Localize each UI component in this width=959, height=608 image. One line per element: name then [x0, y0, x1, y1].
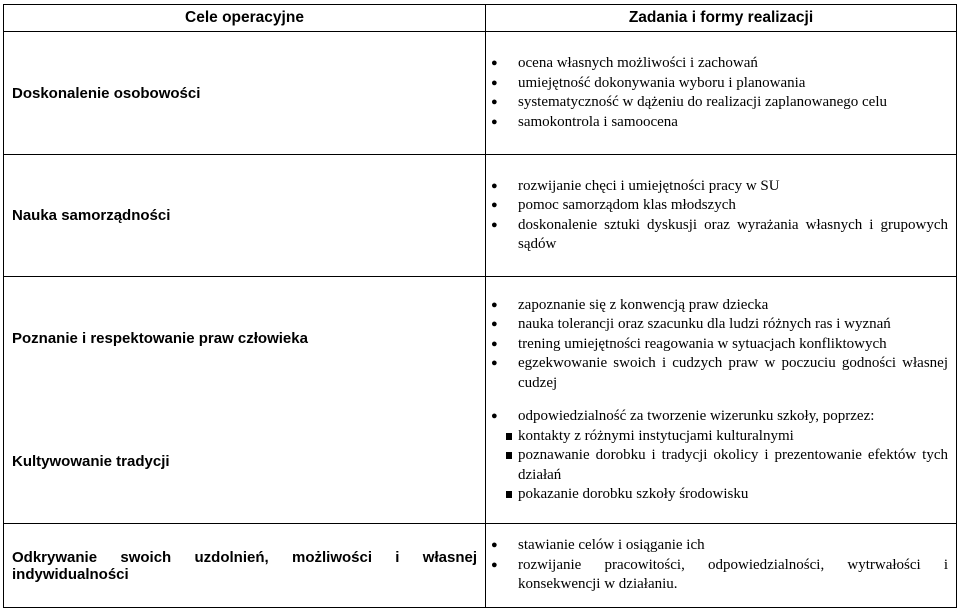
list-item: ● egzekwowanie swoich i cudzych praw w poczuciu godności własnej cudzej: [498, 354, 948, 393]
goal-label: Poznanie i respektowanie praw człowieka: [12, 330, 308, 347]
list-item: ● trening umiejętności reagowania w sytuacjach konfliktowych: [498, 335, 948, 355]
sub-list-item: poznawanie dorobku i tradycji okolicy i prezentowanie efektów tych działań: [506, 446, 948, 485]
list-item: ● umiejętność dokonywania wyboru i planowania: [498, 74, 948, 94]
header-tasks: Zadania i formy realizacji: [486, 5, 957, 32]
sub-list-item: kontakty z różnymi instytucjami kulturalnymi: [506, 427, 948, 447]
list-item: ● rozwijanie chęci i umiejętności pracy w SU: [498, 177, 948, 197]
list-item: ● zapoznanie się z konwencją praw dziecka: [498, 296, 948, 316]
goal-cell: [4, 277, 486, 524]
table-row: [4, 277, 957, 524]
tasks-cell: [486, 32, 957, 155]
list-item: ● samokontrola i samoocena: [498, 113, 948, 133]
list-item: ● ocena własnych możliwości i zachowań: [498, 54, 948, 74]
header-goals: Cele operacyjne: [4, 5, 486, 32]
task-list: [498, 536, 948, 595]
goal-label: Kultywowanie tradycji: [12, 453, 170, 470]
sub-list-item: pokazanie dorobku szkoły środowisku: [506, 485, 948, 505]
list-item: ● doskonalenie sztuki dyskusji oraz wyrażania własnych i grupowych sądów: [498, 216, 948, 255]
sub-list: [498, 427, 948, 505]
task-list: [498, 54, 948, 132]
table-header: [4, 5, 957, 32]
list-item: ● rozwijanie pracowitości, odpowiedzialności, wytrwałości i konsekwencji w działaniu.: [498, 556, 948, 595]
goal-cell: Doskonalenie osobowości: [4, 32, 486, 155]
tasks-cell: [486, 277, 957, 524]
goal-cell: Odkrywanie swoich uzdolnień, możliwości i własnej indywidualności: [4, 524, 486, 608]
goals-table: [3, 4, 957, 608]
task-list: [498, 296, 948, 394]
table-row: [4, 524, 957, 608]
goal-cell: Nauka samorządności: [4, 155, 486, 277]
table-row: [4, 155, 957, 277]
list-item: ● systematyczność w dążeniu do realizacji zaplanowanego celu: [498, 93, 948, 113]
table-row: [4, 32, 957, 155]
tasks-cell: [486, 155, 957, 277]
list-item: ● nauka tolerancji oraz szacunku dla ludzi różnych ras i wyznań: [498, 315, 948, 335]
list-item: ● pomoc samorządom klas młodszych: [498, 196, 948, 216]
task-list: [498, 407, 948, 427]
list-item: ● odpowiedzialność za tworzenie wizerunku szkoły, poprzez:: [498, 407, 948, 427]
list-item: ● stawianie celów i osiąganie ich: [498, 536, 948, 556]
tasks-cell: [486, 524, 957, 608]
task-list: [498, 177, 948, 255]
